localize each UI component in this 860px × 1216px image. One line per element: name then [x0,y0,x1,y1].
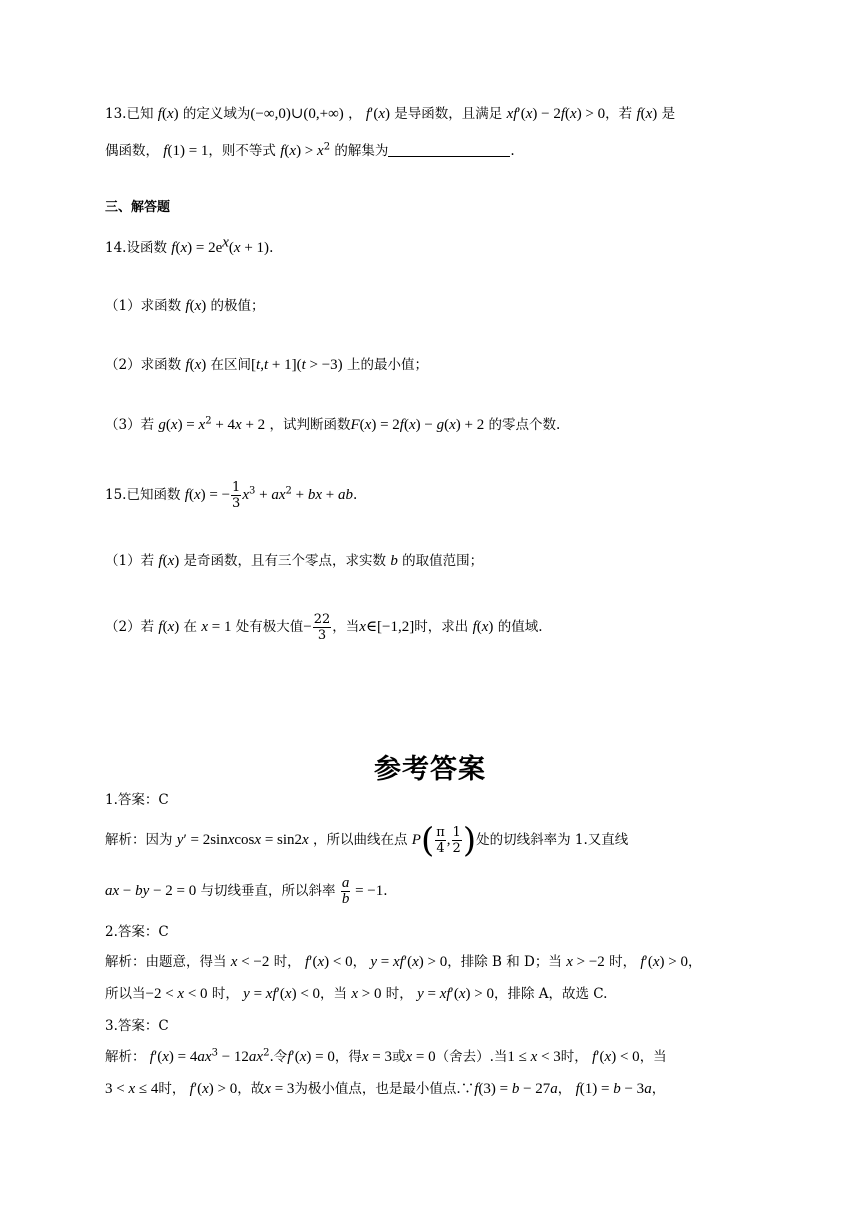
q14-stem: 14.设函数 $f(x) = 2e^x(x + 1)$. [105,234,274,256]
q13-line1: 13.已知 f(x) 的定义域为(−∞,0)∪(0,+∞) ， f′(x) 是导函数，且满足 xf′(x) − 2f(x) > 0，若 f(x) 是 [105,106,676,122]
q14-part3: （3）若 $g(x) = x^2 + 4x + 2$ ，试判断函数F(x) = 2f(x) − g(x) + 2 的零点个数. [105,415,561,433]
q15-stem: 15.已知函数 f(x) = − $\frac{1}{3}$ $x^3 + ax^2$ + bx + ab. [105,480,358,511]
q15-part1: （1）若 f(x) 是奇函数，且有三个零点，求实数 b 的取值范围； [105,553,484,569]
a3-answer: 3.答案：C [105,1018,169,1034]
a1-line1: 解析：因为 y′ = 2sinxcosx = sin2x ，所以曲线在点 P( $\frac{\pi}{4}$ , $\frac{1}{2}$ )处的切线斜率为 1.又直线 [105,820,629,861]
answers-title: 参考答案 [374,754,486,785]
a3-line1: 解析： $f'(x) = 4ax^3 - 12ax^2$.令f′(x) = 0，得x = 3或x = 0（舍去）.当1 ≤ x < 3时， f′(x) < 0，当 [105,1047,667,1065]
q15-part2: （2）若 f(x) 在 x = 1 处有极大值− $\frac{22}{3}$ ，当x∈[−1,2]时，求出 f(x) 的值域. [105,612,543,643]
a1-line2: ax − by − 2 = 0 与切线垂直，所以斜率 $\frac{a}{b}$ = −1. [105,875,388,907]
q14-part2: （2）求函数 f(x) 在区间[t,t + 1](t > −3) 上的最小值； [105,357,428,373]
fraction: $\frac{1}{3}$ [232,480,241,511]
answer-blank [388,142,510,157]
a3-line2: 3 < x ≤ 4时， f′(x) > 0，故x = 3为极小值点，也是最小值点.∵f(3) = b − 27a， f(1) = b − 3a， [105,1081,666,1097]
a1-answer: 1.答案：C [105,792,169,808]
section-heading: 三、解答题 [105,200,171,215]
a2-line1: 解析：由题意，得当 x < −2 时， f′(x) < 0， y = xf′(x) > 0，排除 B 和 D；当 x > −2 时， f′(x) > 0， [105,954,702,970]
a2-line2: 所以当−2 < x < 0 时， y = xf′(x) < 0，当 x > 0 时， y = xf′(x) > 0，排除 A，故选 C. [105,986,608,1002]
a2-answer: 2.答案：C [105,924,169,940]
math: f [157,106,162,122]
q13-line2: 偶函数， f(1) = 1，则不等式 $f(x) > x^2$ 的解集为 . [105,141,515,159]
q14-part1: （1）求函数 f(x) 的极值； [105,298,265,314]
